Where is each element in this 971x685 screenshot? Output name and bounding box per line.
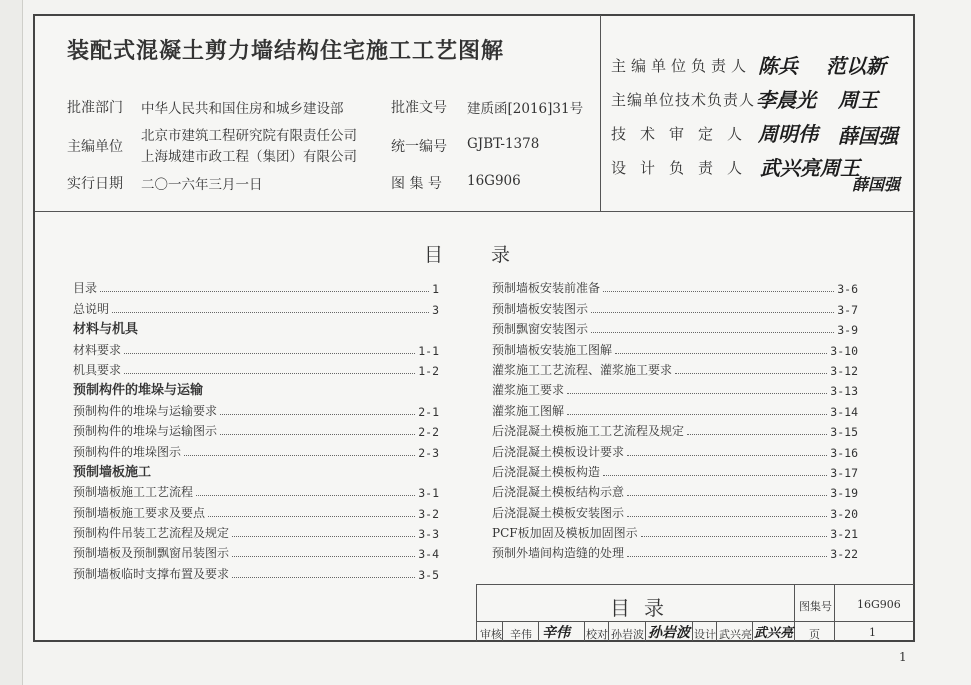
- toc-entry-page: 3-21: [830, 527, 858, 542]
- toc-right-column: [492, 276, 858, 561]
- toc-entry-page: 3-10: [830, 343, 858, 358]
- signer-role-3: 技术审定人: [611, 125, 757, 143]
- toc-entry[interactable]: [492, 317, 858, 337]
- chief-editor-value-2: 上海城建市政工程（集团）有限公司: [141, 149, 357, 165]
- toc-entry[interactable]: [492, 296, 858, 316]
- toc-entry-title: 后浇混凝土模板构造: [492, 464, 601, 479]
- signature: 周王: [838, 88, 878, 112]
- leader-dots: [567, 393, 827, 394]
- leader-dots: [220, 434, 415, 435]
- toc-entry-page: 3-5: [418, 567, 439, 582]
- toc-section-heading: [73, 460, 439, 480]
- toc-entry-title: 预制墙板安装图示: [492, 301, 589, 316]
- toc-entry-title: 预制外墙间构造缝的处理: [492, 546, 625, 561]
- leader-dots: [232, 536, 415, 537]
- toc-entry[interactable]: [73, 276, 439, 296]
- chief-editor-value-1: 北京市建筑工程研究院有限责任公司: [141, 128, 357, 144]
- toc-entry-page: 1: [432, 282, 439, 297]
- leader-dots: [627, 556, 827, 557]
- toc-entry-title: 预制墙板临时支撑布置及要求: [73, 566, 230, 581]
- toc-entry-page: 3-20: [830, 506, 858, 521]
- leader-dots: [641, 536, 828, 537]
- page-number: 1: [899, 650, 907, 664]
- designer-name: 武兴亮: [719, 628, 752, 641]
- toc-entry[interactable]: [73, 419, 439, 439]
- toc-entry[interactable]: [492, 460, 858, 480]
- toc-section-heading: [73, 378, 439, 398]
- toc-entry-page: 2-3: [418, 445, 439, 460]
- atlas-number-label: 图 集 号: [391, 176, 442, 192]
- toc-entry-page: 2-1: [418, 404, 439, 419]
- leader-dots: [100, 291, 429, 292]
- toc-entry-page: 3-14: [830, 404, 858, 419]
- title-block-divider: [794, 584, 795, 641]
- toc-entry[interactable]: [73, 521, 439, 541]
- toc-entry-title: 目录: [73, 281, 98, 296]
- toc-entry[interactable]: [492, 439, 858, 459]
- leader-dots: [627, 516, 827, 517]
- atlas-value: 16G906: [857, 598, 901, 611]
- page-label: 页: [809, 628, 820, 641]
- signer-role-1: 主编单位负责人: [611, 57, 752, 75]
- toc-entry-page: 2-2: [418, 425, 439, 440]
- toc-entry-title: 预制墙板施工要求及要点: [73, 505, 206, 520]
- toc-entry-page: 3-7: [837, 302, 858, 317]
- leader-dots: [603, 475, 827, 476]
- toc-entry-title: 预制墙板安装施工图解: [492, 342, 613, 357]
- signer-role-4: 设计负责人: [611, 159, 757, 177]
- toc-entry-title: 预制构件的堆垛与运输图示: [73, 424, 218, 439]
- leader-dots: [627, 495, 827, 496]
- toc-entry-page: 3-22: [830, 547, 858, 562]
- toc-section-title: 材料与机具: [73, 322, 139, 338]
- signature: 武兴亮: [754, 626, 794, 641]
- toc-section-heading: [73, 317, 439, 337]
- toc-entry-title: 灌浆施工要求: [492, 383, 565, 398]
- toc-entry[interactable]: [492, 521, 858, 541]
- cell-divider: [645, 621, 646, 641]
- leader-dots: [603, 291, 834, 292]
- signature: 薛国强: [838, 124, 898, 148]
- toc-entry-title: 总说明: [73, 301, 110, 316]
- leader-dots: [124, 373, 415, 374]
- toc-entry[interactable]: [73, 296, 439, 316]
- cell-divider: [692, 621, 693, 641]
- atlas-number-value: 16G906: [467, 173, 521, 189]
- toc-entry-page: 3-6: [837, 282, 858, 297]
- toc-entry[interactable]: [73, 439, 439, 459]
- signature: 周王: [820, 156, 860, 180]
- toc-entry-title: 后浇混凝土模板结构示意: [492, 485, 625, 500]
- toc-entry[interactable]: [73, 561, 439, 581]
- toc-entry-page: 3-19: [830, 486, 858, 501]
- toc-entry-title: 预制构件的堆垛与运输要求: [73, 403, 218, 418]
- signature: 薛国强: [852, 175, 901, 194]
- leader-dots: [112, 312, 429, 313]
- approval-number-value: 建质函[2016]31号: [467, 101, 584, 117]
- leader-dots: [591, 312, 834, 313]
- signature: 陈兵: [758, 54, 798, 78]
- leader-dots: [208, 516, 415, 517]
- toc-entry-page: 3-12: [830, 363, 858, 378]
- toc-entry[interactable]: [73, 337, 439, 357]
- cell-divider: [608, 621, 609, 641]
- toc-entry-page: 3-16: [830, 445, 858, 460]
- cell-divider: [538, 621, 539, 641]
- toc-entry[interactable]: [73, 541, 439, 561]
- toc-left-column: [73, 276, 439, 582]
- toc-section-title: 预制墙板施工: [73, 464, 152, 480]
- leader-dots: [184, 455, 415, 456]
- toc-entry-title: PCF板加固及模板加固图示: [492, 526, 638, 541]
- toc-entry-page: 3-9: [837, 323, 858, 338]
- toc-section-title: 预制构件的堆垛与运输: [73, 383, 204, 399]
- document-title: 装配式混凝土剪力墙结构住宅施工工艺图解: [67, 39, 505, 64]
- signature: 辛伟: [542, 625, 570, 641]
- cell-divider: [502, 621, 503, 641]
- leader-dots: [591, 332, 834, 333]
- toc-entry-page: 1-1: [418, 343, 439, 358]
- leader-dots: [627, 455, 827, 456]
- toc-entry-page: 3-2: [418, 506, 439, 521]
- toc-entry-title: 后浇混凝土模板施工工艺流程及规定: [492, 424, 685, 439]
- design-label: 设计: [694, 628, 716, 641]
- toc-entry[interactable]: [492, 419, 858, 439]
- toc-entry-title: 材料要求: [73, 342, 122, 357]
- cell-divider: [752, 621, 753, 641]
- toc-entry-title: 后浇混凝土模板安装图示: [492, 505, 625, 520]
- toc-entry-page: 3: [432, 302, 439, 317]
- toc-entry-page: 3-4: [418, 547, 439, 562]
- toc-entry-title: 预制构件吊装工艺流程及规定: [73, 526, 230, 541]
- toc-entry-page: 3-17: [830, 465, 858, 480]
- leader-dots: [232, 577, 415, 578]
- toc-entry[interactable]: [492, 398, 858, 418]
- toc-entry-title: 后浇混凝土模板设计要求: [492, 444, 625, 459]
- cell-divider: [584, 621, 585, 641]
- reviewer-name: 辛伟: [510, 628, 532, 641]
- unified-number-value: GJBT-1378: [467, 136, 540, 152]
- toc-entry-title: 灌浆施工图解: [492, 403, 565, 418]
- toc-entry-title: 灌浆施工工艺流程、灌浆施工要求: [492, 362, 673, 377]
- toc-entry[interactable]: [73, 500, 439, 520]
- toc-entry-page: 3-13: [830, 384, 858, 399]
- toc-entry[interactable]: [492, 480, 858, 500]
- toc-entry-page: 1-2: [418, 363, 439, 378]
- toc-entry[interactable]: [492, 337, 858, 357]
- signature: 周明伟: [758, 122, 818, 146]
- toc-entry[interactable]: [73, 480, 439, 500]
- leader-dots: [567, 414, 827, 415]
- toc-entry[interactable]: [73, 358, 439, 378]
- leader-dots: [687, 434, 827, 435]
- toc-entry[interactable]: [73, 398, 439, 418]
- effective-date-value: 二〇一六年三月一日: [141, 177, 263, 193]
- toc-entry-title: 预制墙板施工工艺流程: [73, 485, 194, 500]
- header-divider: [35, 211, 914, 212]
- toc-entry-page: 3-1: [418, 486, 439, 501]
- signature: 范以新: [826, 54, 886, 78]
- title-block-title: 目录: [610, 596, 678, 620]
- toc-heading: 目录: [424, 244, 559, 266]
- toc-entry-title: 预制墙板及预制飘窗吊装图示: [73, 546, 230, 561]
- signature: 李晨光: [756, 88, 816, 112]
- title-block-divider: [834, 584, 835, 641]
- checker-name: 孙岩波: [611, 628, 644, 641]
- page-value: 1: [869, 626, 876, 639]
- signature: 武兴亮: [760, 156, 820, 180]
- leader-dots: [675, 373, 827, 374]
- toc-entry-page: 3-3: [418, 527, 439, 542]
- toc-entry-title: 预制墙板安装前准备: [492, 281, 601, 296]
- signer-role-2: 主编单位技术负责人: [611, 91, 756, 109]
- leader-dots: [232, 556, 415, 557]
- toc-entry-title: 预制构件的堆垛图示: [73, 444, 182, 459]
- signature: 孙岩波: [648, 625, 690, 641]
- toc-entry-title: 机具要求: [73, 362, 122, 377]
- approval-dept-value: 中华人民共和国住房和城乡建设部: [141, 101, 344, 117]
- toc-entry[interactable]: [492, 541, 858, 561]
- toc-entry[interactable]: [492, 500, 858, 520]
- atlas-label: 图集号: [799, 600, 832, 613]
- toc-entry-title: 预制飘窗安装图示: [492, 322, 589, 337]
- review-label: 审核: [480, 628, 502, 641]
- toc-entry[interactable]: [492, 378, 858, 398]
- cell-divider: [716, 621, 717, 641]
- approval-number-label: 批准文号: [391, 100, 447, 116]
- check-label: 校对: [586, 628, 608, 641]
- header-vertical-divider: [600, 15, 601, 212]
- toc-entry[interactable]: [492, 358, 858, 378]
- leader-dots: [196, 495, 415, 496]
- leader-dots: [615, 353, 827, 354]
- effective-date-label: 实行日期: [67, 176, 123, 192]
- leader-dots: [220, 414, 415, 415]
- toc-entry-page: 3-15: [830, 425, 858, 440]
- leader-dots: [124, 353, 415, 354]
- previous-page-edge: [0, 0, 23, 685]
- toc-entry[interactable]: [492, 276, 858, 296]
- chief-editor-label: 主编单位: [67, 139, 123, 155]
- unified-number-label: 统一编号: [391, 139, 447, 155]
- approval-dept-label: 批准部门: [67, 100, 123, 116]
